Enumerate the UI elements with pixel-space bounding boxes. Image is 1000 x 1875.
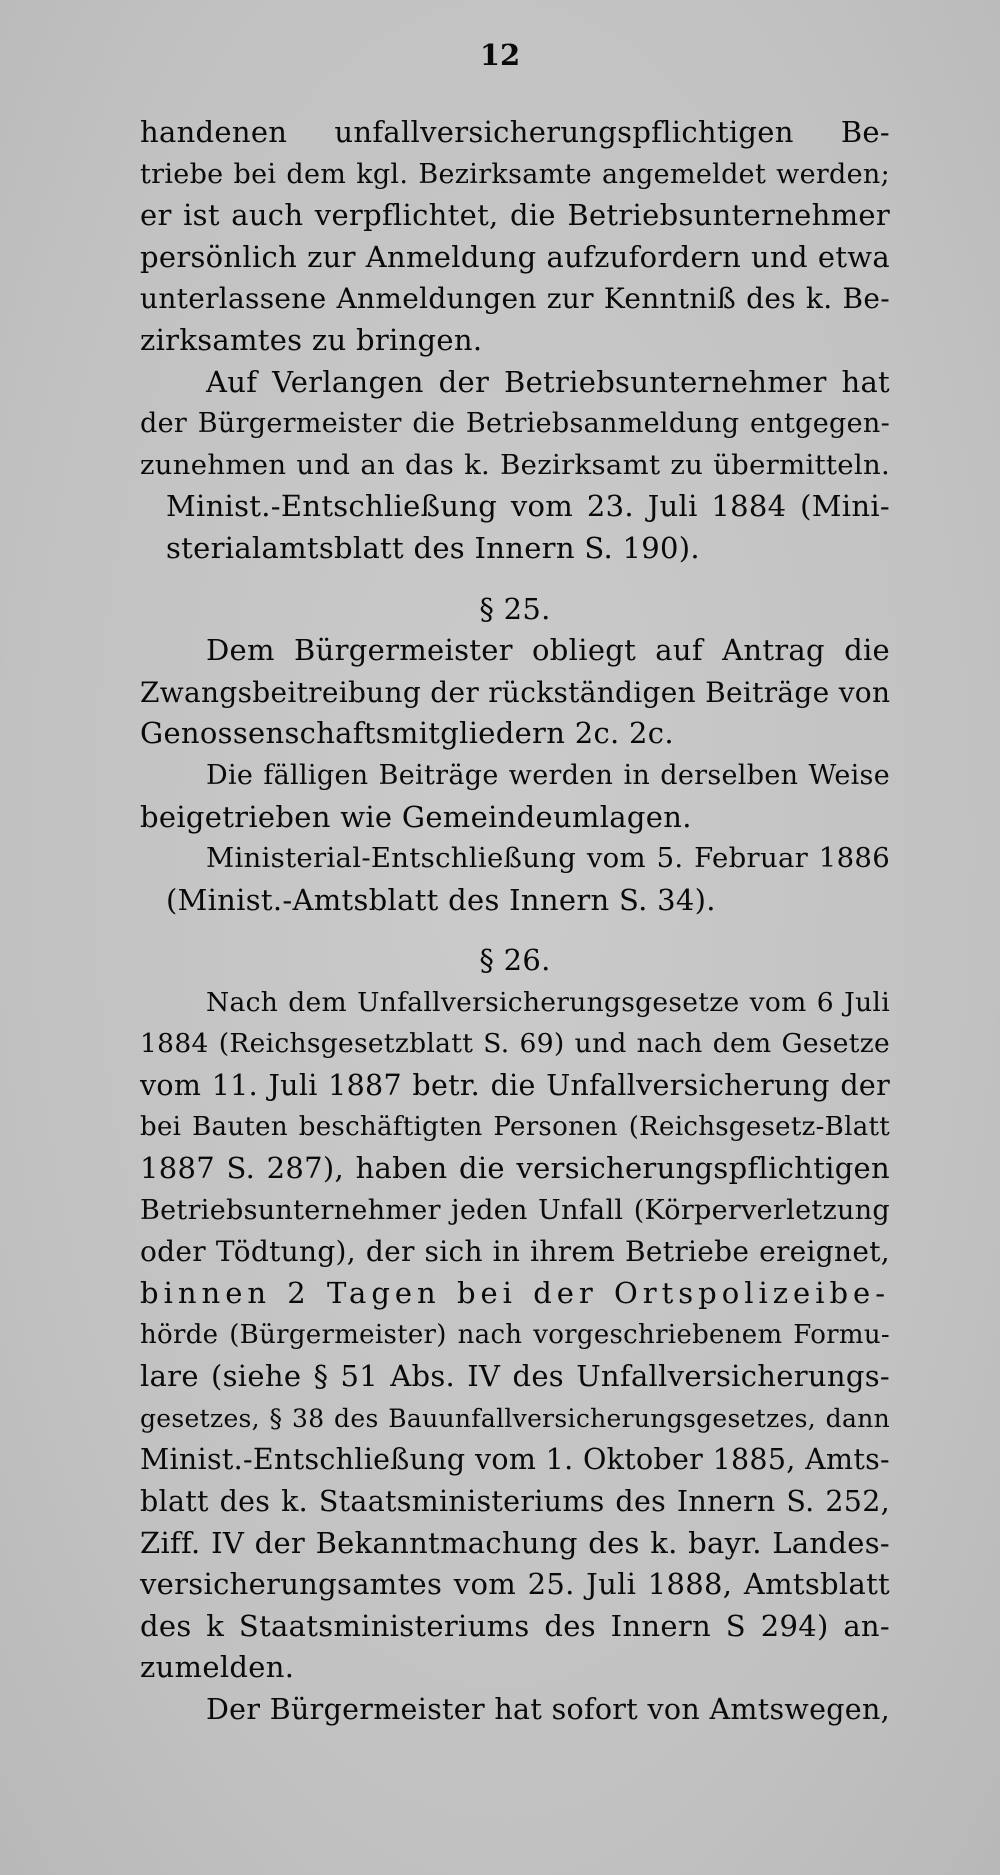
text-line: binnen 2 Tagen bei der Ortspolizeibe- [140, 1276, 890, 1311]
text-line: bei Bauten beschäftigten Personen (Reichsgesetz-Blatt [140, 1111, 890, 1142]
text-line: hörde (Bürgermeister) nach vorgeschriebenem Formu- [140, 1319, 890, 1350]
text-line: zirksamtes zu bringen. [140, 322, 483, 357]
text-line: gesetzes, § 38 des Bauunfallversicherungsgesetzes, dann [140, 1403, 890, 1433]
text-line: Ministerial-Entschließung vom 5. Februar 1886 [206, 842, 890, 875]
text-line: der Bürgermeister die Betriebsanmeldung entgegen- [140, 408, 890, 440]
text-line: Zwangsbeitreibung der rückständigen Beiträge von [140, 675, 891, 709]
text-line: Minist.-Entschließung vom 23. Juli 1884 (Mini- [166, 489, 890, 524]
text-line: zumelden. [140, 1650, 295, 1685]
text-line: versicherungsamtes vom 25. Juli 1888, Amtsblatt [140, 1567, 890, 1602]
text-line: (Minist.-Amtsblatt des Innern S. 34). [166, 882, 716, 917]
body-text [140, 112, 890, 1731]
text-line: Der Bürgermeister hat sofort von Amtswegen, [206, 1692, 890, 1726]
text-line: sterialamtsblatt des Innern S. 190). [166, 530, 700, 565]
text-line: Minist.-Entschließung vom 1. Oktober 1885, Amts- [140, 1443, 890, 1477]
text-line: Ziff. IV der Bekanntmachung des k. bayr. Landes- [140, 1525, 890, 1560]
text-line: handenen unfallversicherungspflichtigen Be- [140, 115, 890, 149]
text-line: des k Staatsministeriums des Innern S 294) an- [140, 1608, 890, 1643]
text-line: 1884 (Reichsgesetzblatt S. 69) und nach dem Gesetze [140, 1028, 890, 1060]
text-line: Dem Bürgermeister obliegt auf Antrag die [206, 633, 890, 668]
text-line: triebe bei dem kgl. Bezirksamte angemeldet werden; [140, 158, 890, 190]
text-line: Nach dem Unfallversicherungsgesetze vom 6 Juli [206, 986, 890, 1018]
text-line: vom 11. Juli 1887 betr. die Unfallversicherung der [140, 1069, 890, 1103]
text-line: oder Tödtung), der sich in ihrem Betriebe ereignet, [140, 1235, 890, 1269]
text-line: unterlassene Anmeldungen zur Kenntniß des k. Be- [140, 282, 890, 316]
text-line: er ist auch verpflichtet, die Betriebsunternehmer [140, 198, 890, 233]
text-line: Genossenschaftsmitgliedern 2c. 2c. [140, 716, 674, 751]
section-heading: § 25. [479, 591, 551, 626]
text-line: persönlich zur Anmeldung aufzufordern und etwa [140, 239, 890, 274]
text-line: Auf Verlangen der Betriebsunternehmer hat [206, 364, 890, 399]
text-line: blatt des k. Staatsministeriums des Innern S. 252, [140, 1485, 890, 1518]
page-number: 12 [479, 38, 521, 72]
text-line: 1887 S. 287), haben die versicherungspflichtigen [140, 1151, 890, 1186]
text-line: Betriebsunternehmer jeden Unfall (Körperverletzung [140, 1194, 890, 1226]
text-line: lare (siehe § 51 Abs. IV des Unfallversicherungs- [140, 1359, 890, 1394]
text-line: Die fälligen Beiträge werden in derselben Weise [206, 759, 890, 791]
text-line: beigetrieben wie Gemeindeumlagen. [140, 799, 692, 834]
text-line: zunehmen und an das k. Bezirksamt zu übermitteln. [140, 448, 890, 481]
section-heading: § 26. [479, 943, 551, 978]
